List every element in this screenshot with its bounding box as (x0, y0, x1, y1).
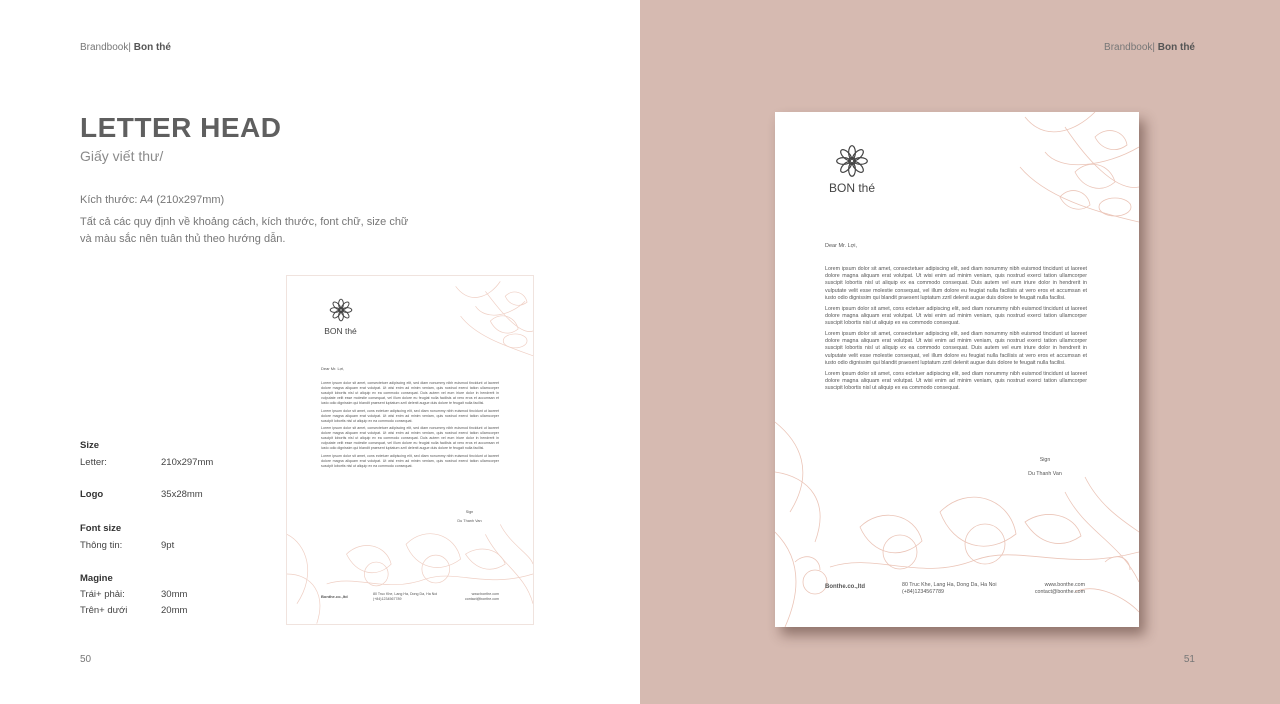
brand-header-left (80, 42, 171, 53)
spec-row-letter (80, 457, 260, 468)
letter-signature (437, 508, 502, 526)
size-heading: Size (80, 440, 100, 451)
letter-signature (1015, 453, 1075, 481)
flower-logo-icon (835, 144, 869, 178)
letter-paragraph: Lorem ipsum dolor sit amet, cons ectetuer adipiscing elit, sed diam nonummy nibh euismod tincidunt ut laoreet dolore magna aliquam erat volutpat. Ut wisi enim ad minim veniam, quis nostrud exerci tation ullamcorper suscipit lobortis nisl ut aliquip ex ea commodo consequat. (321, 408, 499, 423)
footer-address: 80 Truc Khe, Lang Ha, Dong Da, Ha Noi (902, 582, 997, 588)
flower-logo-icon (329, 298, 353, 322)
letter-paragraph: Lorem ipsum dolor sit amet, cons ectetuer adipiscing elit, sed diam nonummy nibh euismod tincidunt ut laoreet dolore magna aliquam erat volutpat. Ut wisi enim ad minim veniam, quis nostrud exerci tation ullamcorper suscipit lobortis nisl ut aliquip ex ea commodo consequat. (825, 370, 1087, 392)
spec-label: Trái+ phải: (80, 589, 125, 600)
brand-name: Bon thé (1157, 42, 1195, 53)
sign-label: Sign (465, 510, 474, 514)
footer-phone: (+84)1234567789 (902, 589, 944, 595)
spec-value: 30mm (161, 589, 188, 600)
spec-row-tb (80, 605, 260, 616)
footer-contact-block (1021, 582, 1085, 596)
letter-logo (307, 298, 374, 336)
footer-phone: (+84)1234567789 (373, 597, 402, 601)
margin-heading: Magine (80, 573, 113, 584)
letter-paragraph: Lorem ipsum dolor sit amet, consectetuer adipiscing elit, sed diam nonummy nibh euismod tincidunt ut laoreet dolore magna aliquam erat volutpat. Ut wisi enim ad minim veniam, quis nostrud exerci tation ullamcorper suscipit lobortis nisl ut aliquip ex ea commodo consequat. Duis autem vel eum iriure dolor in hendrerit in vulputate velit esse molestie consequat, vel illum dolore eu feugiat nulla facilisis at vero eros et accumsan et iusto odio dignissim qui blandit praesent luptatum zzril delenit augue duis dolore te feugait nulla facilisi. (825, 266, 1087, 301)
page-title: LETTER HEAD (80, 112, 282, 143)
brand-name: Bon thé (133, 42, 171, 53)
description: Tất cả các quy định về khoảng cách, kích thước, font chữ, size chữ và màu sắc nên tuân thủ theo hướng dẫn. (80, 216, 409, 245)
spec-list (80, 440, 260, 616)
signer-name: Du Thanh Van (457, 519, 482, 523)
spec-label: Thông tin: (80, 540, 123, 551)
letter-logo (809, 144, 895, 195)
sign-label: Sign (1039, 457, 1051, 463)
brand-header-right (1104, 42, 1195, 53)
letter-body (321, 381, 499, 471)
letter-paragraph: Lorem ipsum dolor sit amet, consectetuer adipiscing elit, sed diam nonummy nibh euismod tincidunt ut laoreet dolore magna aliquam erat volutpat. Ut wisi enim ad minim veniam, quis nostrud exerci tation ullamcorper suscipit lobortis nisl ut aliquip ex ea commodo consequat. Duis autem vel eum iriure dolor in hendrerit in vulputate velit esse molestie consequat, vel illum dolore eu feugiat nulla facilisis at vero eros et accumsan et iusto odio dignissim qui blandit praesent luptatum zzril delenit augue duis dolore te feugait nulla facilisi. (825, 331, 1087, 366)
letter-greeting: Dear Mr. Lợi, (825, 243, 858, 249)
spec-value: 35x28mm (161, 489, 203, 500)
page-subtitle: Giấy viết thư/ (80, 148, 164, 164)
spec-value: 20mm (161, 605, 188, 616)
spec-row-font (80, 540, 260, 551)
page-number-left: 50 (80, 654, 92, 665)
footer-website: www.bonthe.com (1044, 582, 1085, 588)
letterhead-preview-small (286, 275, 534, 625)
font-heading: Font size (80, 523, 122, 534)
letter-paragraph: Lorem ipsum dolor sit amet, consectetuer adipiscing elit, sed diam nonummy nibh euismod tincidunt ut laoreet dolore magna aliquam erat volutpat. Ut wisi enim ad minim veniam, quis nostrud exerci tation ullamcorper suscipit lobortis nisl ut aliquip ex ea commodo consequat. Duis autem vel eum iriure dolor in hendrerit in vulputate velit esse molestie consequat, vel illum dolore eu feugiat nulla facilisis at vero eros et accumsan et iusto odio dignissim qui blandit praesent luptatum zzril delenit augue duis dolore te feugait nulla facilisi. (321, 426, 499, 451)
footer-address-block (373, 592, 437, 602)
logo-text: BON thé (324, 326, 357, 336)
spec-row-lr (80, 589, 260, 600)
footer-email: contact@bonthe.com (464, 597, 499, 601)
logo-text: BON thé (828, 181, 876, 195)
spec-label: Trên+ dưới (80, 605, 128, 616)
footer-website: www.bonthe.com (471, 592, 499, 596)
spec-label: Letter: (80, 457, 107, 468)
letter-paragraph: Lorem ipsum dolor sit amet, consectetuer adipiscing elit, sed diam nonummy nibh euismod tincidunt ut laoreet dolore magna aliquam erat volutpat. Ut wisi enim ad minim veniam, quis nostrud exerci tation ullamcorper suscipit lobortis nisl ut aliquip ex ea commodo consequat. Duis autem vel eum iriure dolor in hendrerit in vulputate velit esse molestie consequat, vel illum dolore eu feugiat nulla facilisis at vero eros et accumsan et iusto odio dignissim qui blandit praesent luptatum zzril delenit augue duis dolore te feugait nulla facilisi. (321, 381, 499, 405)
footer-company: Bonthe.co.,ltd (321, 594, 348, 599)
footer-address-block (902, 582, 997, 596)
footer-company: Bonthe.co.,ltd (825, 584, 865, 590)
spec-row-logo (80, 489, 260, 500)
footer-address: 80 Truc Khe, Lang Ha, Dong Da, Ha Noi (373, 592, 438, 596)
page-number-right: 51 (1183, 654, 1195, 665)
logo-heading: Logo (80, 489, 104, 500)
letterhead-large (775, 112, 1139, 627)
size-line: Kích thước: A4 (210x297mm) (80, 194, 225, 206)
footer-email: contact@bonthe.com (1034, 589, 1085, 595)
brand-prefix: Brandbook| (1104, 42, 1155, 53)
letter-body (825, 266, 1087, 396)
spec-value: 9pt (161, 540, 175, 551)
spec-value: 210x297mm (161, 457, 214, 468)
brand-prefix: Brandbook| (80, 42, 131, 53)
letter-paragraph: Lorem ipsum dolor sit amet, cons ectetuer adipiscing elit, sed diam nonummy nibh euismod tincidunt ut laoreet dolore magna aliquam erat volutpat. Ut wisi enim ad minim veniam, quis nostrud exerci tation ullamcorper suscipit lobortis nisl ut aliquip ex ea commodo consequat. (825, 305, 1087, 327)
letter-greeting: Dear Mr. Lợi, (321, 366, 345, 371)
footer-contact-block (455, 592, 499, 602)
signer-name: Du Thanh Van (1028, 471, 1062, 477)
letter-paragraph: Lorem ipsum dolor sit amet, cons ectetuer adipiscing elit, sed diam nonummy nibh euismod tincidunt ut laoreet dolore magna aliquam erat volutpat. Ut wisi enim ad minim veniam, quis nostrud exerci tation ullamcorper suscipit lobortis nisl ut aliquip ex ea commodo consequat. (321, 453, 499, 468)
